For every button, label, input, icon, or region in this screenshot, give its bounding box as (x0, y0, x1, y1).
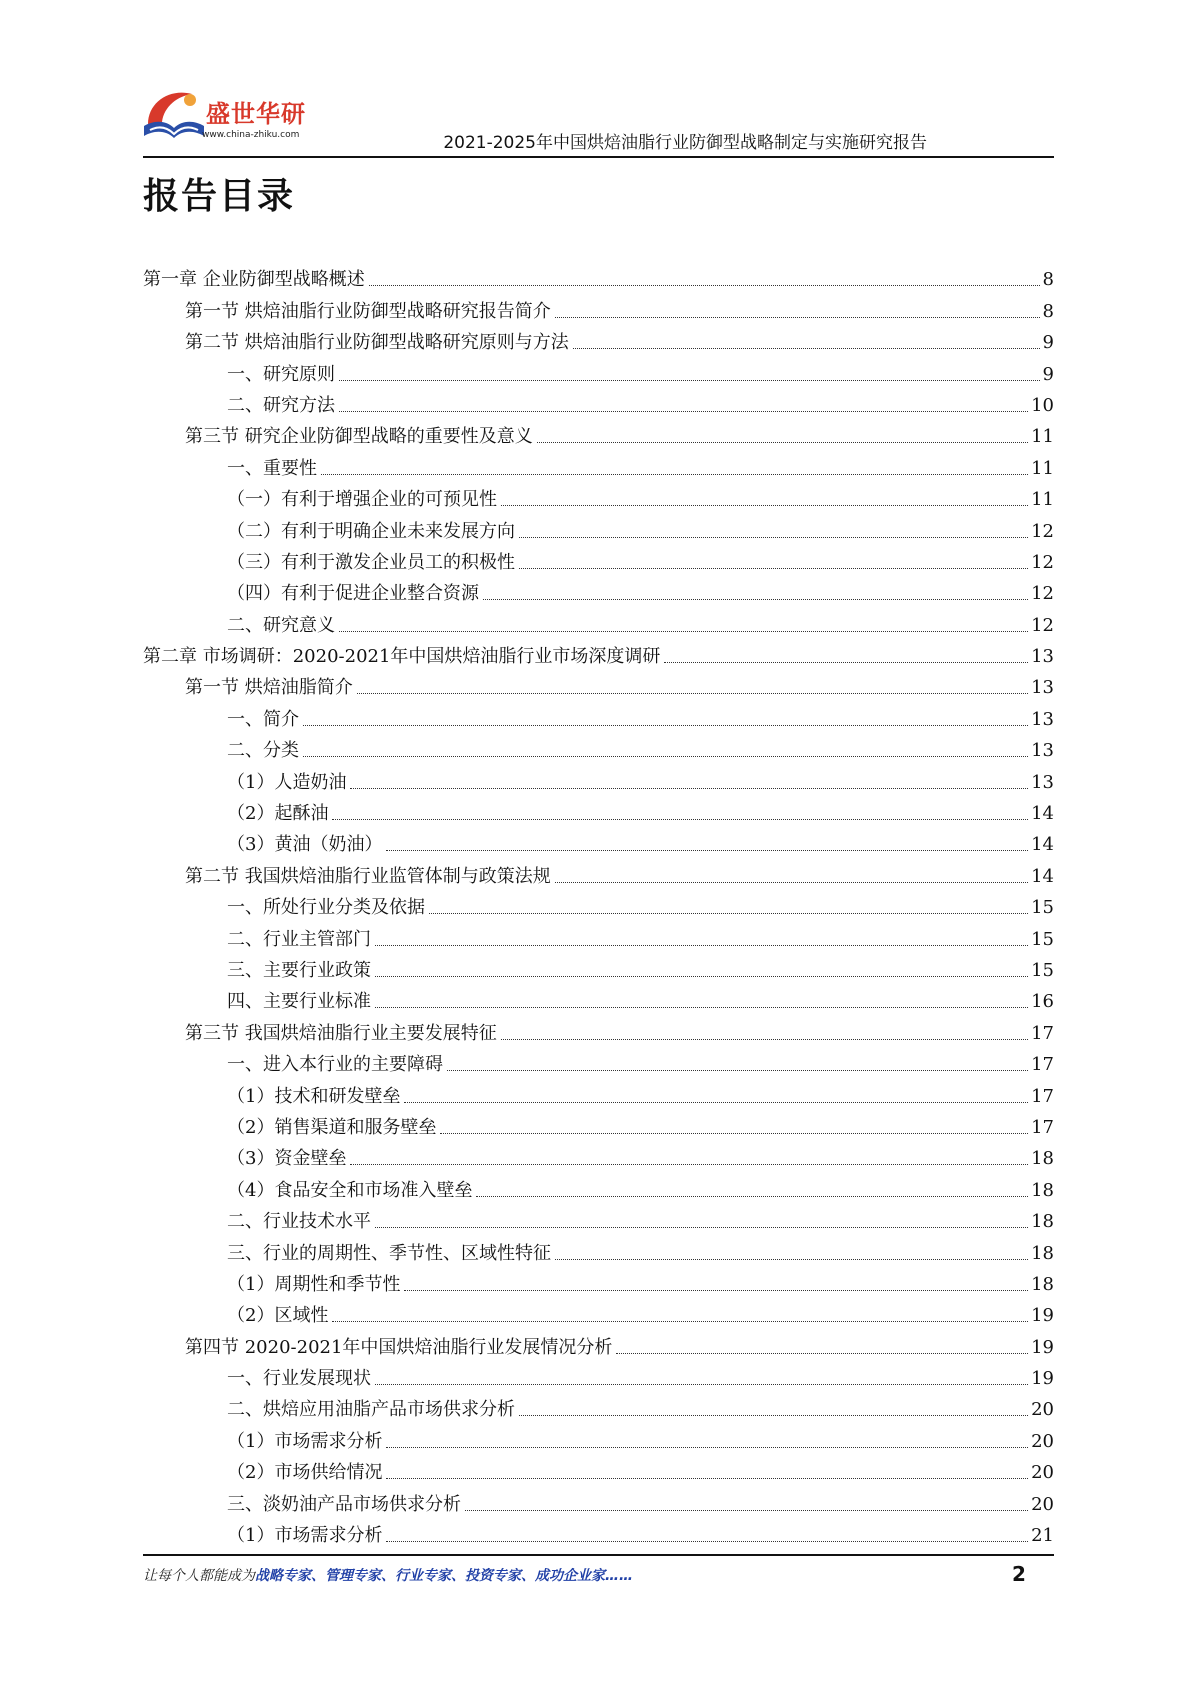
toc-entry-title: 第三节 研究企业防御型战略的重要性及意义 (185, 426, 533, 448)
toc-entry-title: 一、行业发展现状 (227, 1368, 371, 1390)
book-logo-icon (140, 84, 210, 148)
toc-entry-title: 一、进入本行业的主要障碍 (227, 1054, 443, 1076)
toc-entry-page: 13 (1031, 677, 1054, 699)
toc-entry-title: （1）技术和研发壁垒 (227, 1085, 401, 1107)
toc-entry-page: 15 (1031, 897, 1054, 919)
toc-entry-page: 20 (1031, 1399, 1054, 1421)
toc-dot-leader (440, 1133, 1028, 1134)
toc-dot-leader (476, 1196, 1028, 1197)
toc-entry[interactable] (143, 1047, 1054, 1078)
toc-entry-title: （2）区域性 (227, 1305, 329, 1327)
toc-dot-leader (483, 599, 1028, 600)
toc-entry-page: 18 (1031, 1242, 1054, 1264)
toc-entry-page: 19 (1031, 1368, 1054, 1390)
toc-entry-page: 17 (1031, 1116, 1054, 1138)
toc-dot-leader (350, 788, 1028, 789)
toc-dot-leader (465, 1510, 1028, 1511)
toc-dot-leader (321, 474, 1028, 475)
toc-entry[interactable] (143, 262, 1054, 293)
toc-dot-leader (616, 1353, 1028, 1354)
toc-entry[interactable] (143, 953, 1054, 984)
toc-entry[interactable] (143, 984, 1054, 1015)
toc-entry-page: 19 (1031, 1336, 1054, 1358)
toc-entry-title: （4）食品安全和市场准入壁垒 (227, 1179, 473, 1201)
toc-entry[interactable] (143, 482, 1054, 513)
toc-entry-page: 17 (1031, 1054, 1054, 1076)
toc-dot-leader (375, 1227, 1028, 1228)
toc-dot-leader (537, 442, 1028, 443)
toc-entry-title: 第一章 企业防御型战略概述 (143, 269, 365, 291)
toc-entry-title: （三）有利于激发企业员工的积极性 (227, 551, 515, 573)
toc-dot-leader (555, 317, 1040, 318)
toc-entry[interactable] (143, 1361, 1054, 1392)
toc-entry-title: （四）有利于促进企业整合资源 (227, 583, 479, 605)
toc-entry-page: 14 (1031, 803, 1054, 825)
toc-entry-page: 17 (1031, 1022, 1054, 1044)
toc-entry[interactable] (143, 513, 1054, 544)
toc-entry-page: 11 (1031, 426, 1054, 448)
toc-dot-leader (447, 1070, 1028, 1071)
toc-entry-page: 10 (1031, 394, 1054, 416)
toc-entry-title: 二、行业技术水平 (227, 1211, 371, 1233)
document-title: 2021-2025年中国烘焙油脂行业防御型战略制定与实施研究报告 (443, 133, 927, 153)
toc-entry-title: 第二节 烘焙油脂行业防御型战略研究原则与方法 (185, 332, 569, 354)
toc-entry-title: 二、烘焙应用油脂产品市场供求分析 (227, 1399, 515, 1421)
toc-entry-title: 第一节 烘焙油脂行业防御型战略研究报告简介 (185, 300, 551, 322)
toc-entry[interactable] (143, 1141, 1054, 1172)
toc-dot-leader (339, 411, 1028, 412)
toc-entry-title: 三、淡奶油产品市场供求分析 (227, 1493, 461, 1515)
toc-entry-page: 12 (1031, 583, 1054, 605)
toc-entry[interactable] (143, 1329, 1054, 1360)
toc-entry[interactable] (143, 1235, 1054, 1266)
table-of-contents (143, 262, 1054, 1549)
toc-entry[interactable] (143, 639, 1054, 670)
toc-entry-page: 8 (1042, 269, 1054, 291)
toc-dot-leader (573, 348, 1040, 349)
toc-dot-leader (519, 537, 1028, 538)
toc-dot-leader (555, 1259, 1028, 1260)
toc-entry-title: 一、重要性 (227, 457, 317, 479)
footer-slogan-highlight: 战略专家、管理专家、行业专家、投资专家、成功企业家…… (255, 1568, 633, 1584)
toc-entry[interactable] (143, 1455, 1054, 1486)
toc-entry[interactable] (143, 1172, 1054, 1203)
toc-dot-leader (332, 1321, 1028, 1322)
toc-dot-leader (386, 1447, 1028, 1448)
toc-entry-title: （1）人造奶油 (227, 771, 347, 793)
toc-entry-page: 12 (1031, 551, 1054, 573)
brand-name: 盛世华研 (206, 100, 306, 128)
toc-entry[interactable] (143, 921, 1054, 952)
toc-dot-leader (339, 631, 1028, 632)
toc-dot-leader (357, 693, 1028, 694)
toc-entry[interactable] (143, 827, 1054, 858)
toc-entry-page: 8 (1042, 300, 1054, 322)
toc-entry-page: 20 (1031, 1493, 1054, 1515)
toc-dot-leader (303, 725, 1028, 726)
toc-entry-page: 15 (1031, 928, 1054, 950)
toc-entry[interactable] (143, 701, 1054, 732)
toc-entry-page: 9 (1042, 332, 1054, 354)
toc-entry-title: 第二章 市场调研：2020-2021年中国烘焙油脂行业市场深度调研 (143, 646, 661, 668)
toc-entry-page: 12 (1031, 520, 1054, 542)
toc-entry-title: 第二节 我国烘焙油脂行业监管体制与政策法规 (185, 865, 551, 887)
toc-entry-title: （3）资金壁垒 (227, 1148, 347, 1170)
toc-entry-title: 二、分类 (227, 740, 299, 762)
toc-entry-title: （一）有利于增强企业的可预见性 (227, 489, 497, 511)
toc-entry-page: 14 (1031, 865, 1054, 887)
toc-entry[interactable] (143, 450, 1054, 481)
toc-entry-title: 二、行业主管部门 (227, 928, 371, 950)
page-number: 2 (1012, 1562, 1026, 1586)
toc-heading: 报告目录 (143, 176, 296, 217)
toc-entry[interactable] (143, 796, 1054, 827)
toc-entry-title: 三、主要行业政策 (227, 959, 371, 981)
toc-entry-title: 第四节 2020-2021年中国烘焙油脂行业发展情况分析 (185, 1336, 613, 1358)
toc-dot-leader (339, 380, 1040, 381)
toc-dot-leader (501, 505, 1028, 506)
toc-entry[interactable] (143, 325, 1054, 356)
toc-entry-title: （二）有利于明确企业未来发展方向 (227, 520, 515, 542)
toc-entry-page: 13 (1031, 708, 1054, 730)
toc-dot-leader (429, 913, 1028, 914)
toc-entry-title: 二、研究意义 (227, 614, 335, 636)
toc-dot-leader (501, 1039, 1028, 1040)
toc-entry-page: 14 (1031, 834, 1054, 856)
toc-entry[interactable] (143, 1078, 1054, 1109)
toc-entry-page: 18 (1031, 1211, 1054, 1233)
toc-entry-title: 一、研究原则 (227, 363, 335, 385)
toc-entry-page: 16 (1031, 991, 1054, 1013)
footer-slogan-prefix: 让每个人都能成为 (143, 1568, 255, 1584)
toc-entry-title: 第三节 我国烘焙油脂行业主要发展特征 (185, 1022, 497, 1044)
toc-entry-title: 一、简介 (227, 708, 299, 730)
toc-dot-leader (404, 1290, 1028, 1291)
toc-entry[interactable] (143, 733, 1054, 764)
toc-entry-page: 18 (1031, 1148, 1054, 1170)
toc-entry[interactable] (143, 1518, 1054, 1549)
footer-divider (143, 1554, 1054, 1556)
toc-entry-title: （3）黄油（奶油） (227, 834, 383, 856)
toc-entry[interactable] (143, 1423, 1054, 1454)
toc-entry[interactable] (143, 1392, 1054, 1423)
toc-dot-leader (519, 568, 1028, 569)
toc-dot-leader (375, 976, 1028, 977)
toc-entry[interactable] (143, 293, 1054, 324)
toc-entry-page: 20 (1031, 1462, 1054, 1484)
toc-entry[interactable] (143, 607, 1054, 638)
toc-entry-page: 15 (1031, 959, 1054, 981)
toc-dot-leader (386, 850, 1028, 851)
toc-entry-page: 13 (1031, 771, 1054, 793)
toc-dot-leader (369, 285, 1040, 286)
toc-entry-page: 19 (1031, 1305, 1054, 1327)
toc-entry[interactable] (143, 545, 1054, 576)
brand-url: www.china-zhiku.com (202, 130, 300, 140)
toc-entry-title: 一、所处行业分类及依据 (227, 897, 425, 919)
toc-entry-page: 11 (1031, 457, 1054, 479)
toc-entry-page: 13 (1031, 740, 1054, 762)
toc-entry-title: （1）市场需求分析 (227, 1430, 383, 1452)
toc-entry[interactable] (143, 1267, 1054, 1298)
toc-dot-leader (303, 756, 1028, 757)
toc-dot-leader (519, 1415, 1028, 1416)
toc-entry-title: （2）起酥油 (227, 803, 329, 825)
toc-entry-page: 18 (1031, 1273, 1054, 1295)
toc-entry-page: 13 (1031, 646, 1054, 668)
toc-entry-page: 20 (1031, 1430, 1054, 1452)
toc-dot-leader (386, 1541, 1028, 1542)
toc-entry-page: 18 (1031, 1179, 1054, 1201)
toc-entry[interactable] (143, 388, 1054, 419)
toc-entry-title: （2）市场供给情况 (227, 1462, 383, 1484)
toc-entry-title: 三、行业的周期性、季节性、区域性特征 (227, 1242, 551, 1264)
toc-entry[interactable] (143, 1486, 1054, 1517)
toc-entry[interactable] (143, 419, 1054, 450)
toc-dot-leader (386, 1478, 1028, 1479)
toc-entry[interactable] (143, 890, 1054, 921)
toc-dot-leader (350, 1164, 1028, 1165)
toc-entry-title: （1）市场需求分析 (227, 1525, 383, 1547)
toc-entry[interactable] (143, 356, 1054, 387)
toc-entry-page: 17 (1031, 1085, 1054, 1107)
toc-dot-leader (375, 1007, 1028, 1008)
toc-entry-title: 四、主要行业标准 (227, 991, 371, 1013)
toc-entry[interactable] (143, 1110, 1054, 1141)
toc-dot-leader (332, 819, 1028, 820)
toc-entry[interactable] (143, 1015, 1054, 1046)
brand-logo (140, 84, 330, 148)
header-divider (143, 156, 1054, 158)
toc-entry[interactable] (143, 764, 1054, 795)
toc-entry-page: 12 (1031, 614, 1054, 636)
toc-dot-leader (664, 662, 1028, 663)
toc-entry-title: 二、研究方法 (227, 394, 335, 416)
toc-entry[interactable] (143, 858, 1054, 889)
toc-entry[interactable] (143, 1204, 1054, 1235)
toc-entry-title: （1）周期性和季节性 (227, 1273, 401, 1295)
toc-entry-title: 第一节 烘焙油脂简介 (185, 677, 353, 699)
toc-entry[interactable] (143, 576, 1054, 607)
toc-entry-page: 11 (1031, 489, 1054, 511)
toc-entry[interactable] (143, 1298, 1054, 1329)
toc-dot-leader (555, 882, 1028, 883)
toc-entry[interactable] (143, 670, 1054, 701)
footer-slogan (143, 1565, 633, 1585)
toc-dot-leader (375, 1384, 1028, 1385)
toc-entry-title: （2）销售渠道和服务壁垒 (227, 1116, 437, 1138)
toc-entry-page: 9 (1042, 363, 1054, 385)
toc-entry-page: 21 (1031, 1525, 1054, 1547)
toc-dot-leader (375, 945, 1028, 946)
toc-dot-leader (404, 1102, 1028, 1103)
